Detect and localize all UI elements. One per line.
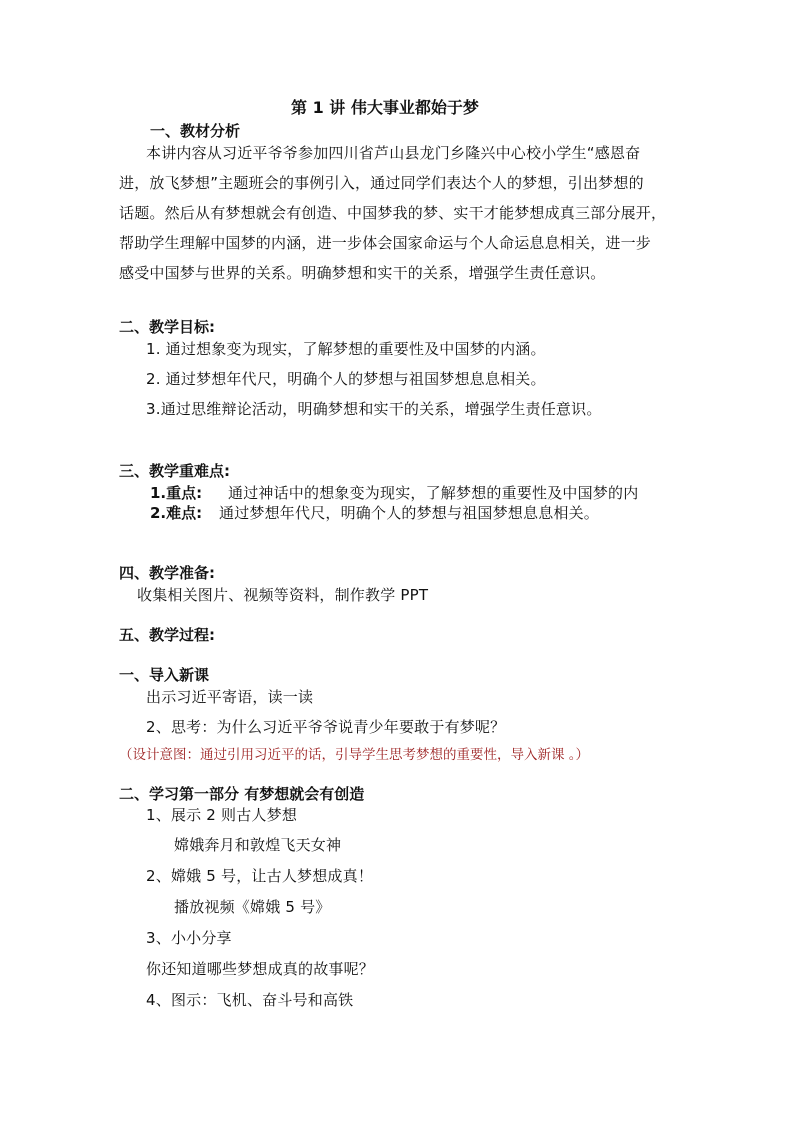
difficulty-text: 通过梦想年代尺，明确个人的梦想与祖国梦想息息相关。 — [219, 504, 600, 522]
key-point-label: 1.重点: — [150, 484, 203, 502]
part2-line-5: 3、小小分享 — [146, 929, 232, 947]
analysis-line-5: 感受中国梦与世界的关系。明确梦想和实干的关系，增强学生责任意识。 — [119, 264, 606, 282]
difficulty-label: 2.难点: — [150, 504, 203, 522]
analysis-line-4: 帮助学生理解中国梦的内涵，进一步体会国家命运与个人命运息息相关，进一步 — [119, 234, 652, 252]
goal-item-3: 3.通过思维辩论活动，明确梦想和实干的关系，增强学生责任意识。 — [146, 400, 602, 418]
part2-line-7: 4、图示：飞机、奋斗号和高铁 — [146, 991, 354, 1009]
page-title: 第 1 讲 伟大事业都始于梦 — [291, 98, 479, 117]
section-heading-preparation: 四、教学准备: — [119, 564, 215, 582]
key-point-text: 通过神话中的想象变为现实，了解梦想的重要性及中国梦的内 — [228, 484, 639, 502]
part2-heading: 二、学习第一部分 有梦想就会有创造 — [119, 785, 365, 803]
part1-line-2: 2、思考：为什么习近平爷爷说青少年要敢于有梦呢？ — [146, 718, 506, 736]
preparation-text: 收集相关图片、视频等资料，制作教学 PPT — [137, 586, 429, 604]
part1-line-1: 出示习近平寄语，读一读 — [146, 688, 314, 706]
goal-item-2: 2. 通过梦想年代尺，明确个人的梦想与祖国梦想息息相关。 — [146, 370, 546, 388]
part1-heading: 一、导入新课 — [119, 666, 210, 684]
analysis-line-1: 本讲内容从习近平爷爷参加四川省芦山县龙门乡隆兴中心校小学生“感恩奋 — [146, 144, 641, 162]
section-heading-goals: 二、教学目标: — [119, 318, 215, 336]
section-heading-keypoints: 三、教学重难点: — [119, 462, 230, 480]
goal-item-1: 1. 通过想象变为现实，了解梦想的重要性及中国梦的内涵。 — [146, 340, 546, 358]
part2-line-6: 你还知道哪些梦想成真的故事呢？ — [146, 960, 375, 978]
analysis-line-2: 进，放飞梦想”主题班会的事例引入，通过同学们表达个人的梦想，引出梦想的 — [119, 174, 644, 192]
analysis-line-3: 话题。然后从有梦想就会有创造、中国梦我的梦、实干才能梦想成真三部分展开， — [119, 204, 667, 222]
part2-line-3: 2、嫦娥 5 号，让古人梦想成真！ — [146, 867, 374, 885]
part2-line-1: 1、展示 2 则古人梦想 — [146, 806, 298, 824]
part2-line-4: 播放视频《嫦娥 5 号》 — [174, 898, 331, 916]
section-heading-analysis: 一、教材分析 — [150, 122, 241, 140]
design-intent-note: （设计意图：通过引用习近平的话，引导学生思考梦想的重要性，导入新课 。） — [119, 747, 590, 763]
section-heading-process: 五、教学过程: — [119, 626, 215, 644]
part2-line-2: 嫦娥奔月和敦煌飞天女神 — [174, 836, 342, 854]
